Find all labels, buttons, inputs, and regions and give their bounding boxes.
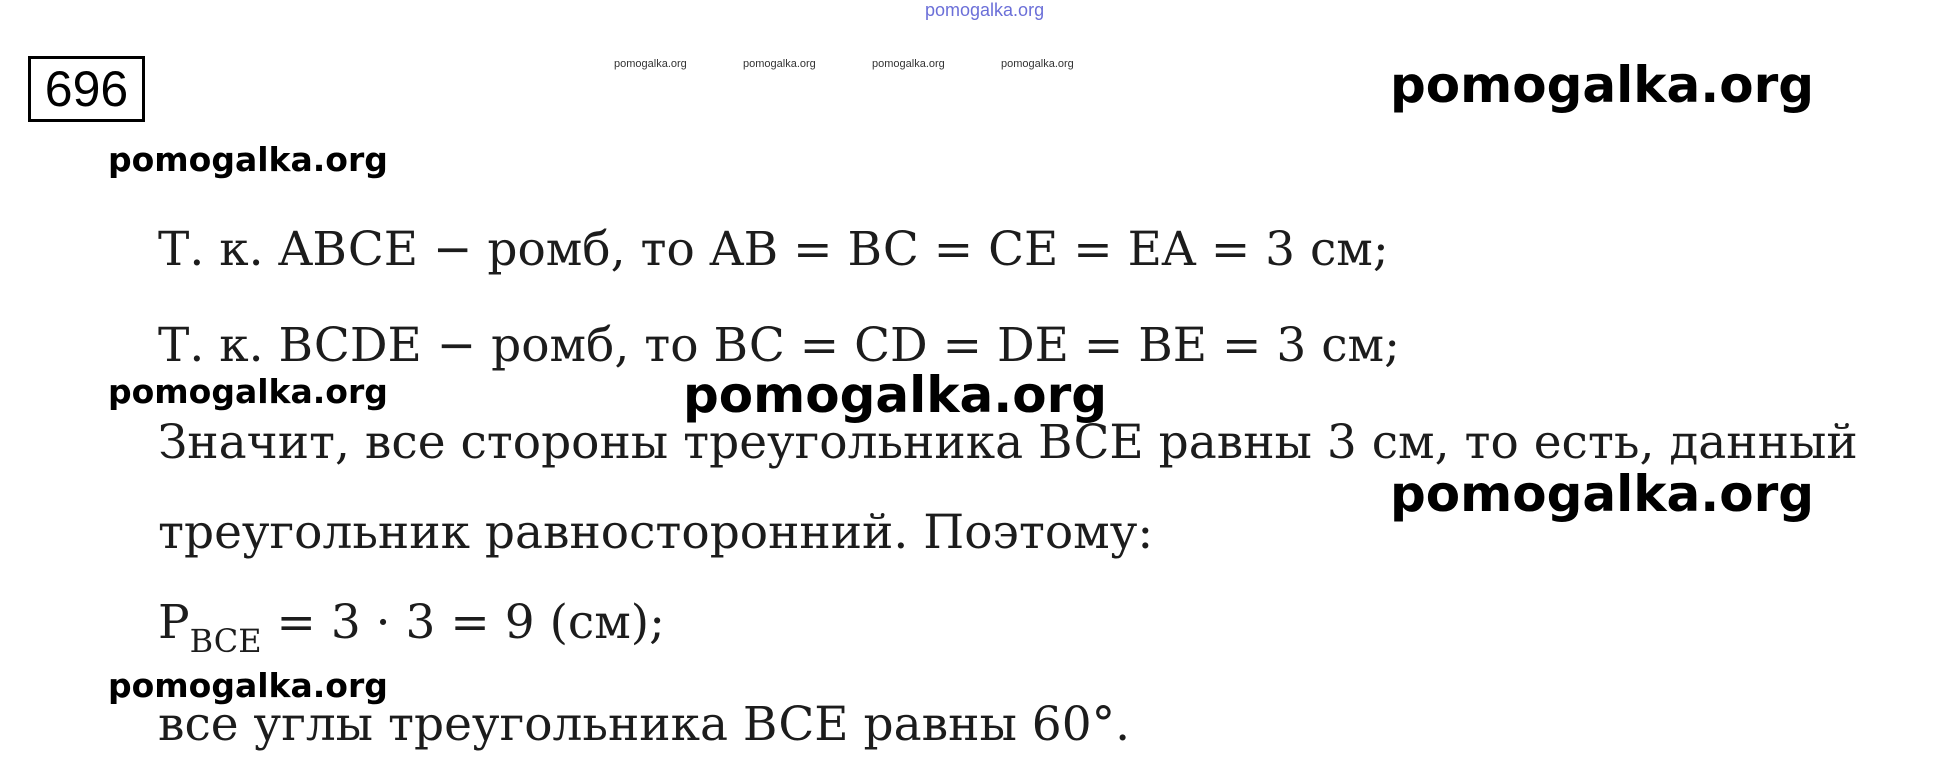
watermark-left-1: pomogalka.org [108, 140, 388, 179]
tiny-watermark: pomogalka.org [872, 58, 945, 70]
solution-line-1: Т. к. ABCE − ромб, то AB = BC = CE = EA = 3 см; [158, 222, 1389, 277]
watermark-left-2: pomogalka.org [108, 372, 388, 411]
perimeter-symbol: P [158, 595, 190, 650]
tiny-watermark: pomogalka.org [614, 58, 687, 70]
solution-line-5 [158, 595, 665, 660]
perimeter-formula: = 3 · 3 = 9 (см); [261, 595, 665, 650]
watermark-center: pomogalka.org [683, 366, 1108, 424]
solution-line-3: Значит, все стороны треугольника BCE равны 3 см, то есть, данный [158, 415, 1858, 470]
solution-line-2: Т. к. BCDE − ромб, то BC = CD = DE = BE = 3 см; [158, 318, 1400, 373]
solution-line-4: треугольник равносторонний. Поэтому: [158, 505, 1154, 560]
problem-number: 696 [44, 61, 129, 117]
solution-line-6: все углы треугольника BCE равны 60°. [158, 697, 1131, 752]
tiny-watermark: pomogalka.org [1001, 58, 1074, 70]
perimeter-subscript: BCE [189, 622, 262, 660]
problem-number-box [28, 56, 145, 122]
tiny-watermark-row [614, 58, 1130, 70]
watermark-top-right: pomogalka.org [1390, 56, 1815, 114]
watermark-right-mid: pomogalka.org [1390, 465, 1815, 523]
watermark-left-3: pomogalka.org [108, 666, 388, 705]
tiny-watermark: pomogalka.org [743, 58, 816, 70]
site-link-top[interactable]: pomogalka.org [925, 0, 1045, 20]
